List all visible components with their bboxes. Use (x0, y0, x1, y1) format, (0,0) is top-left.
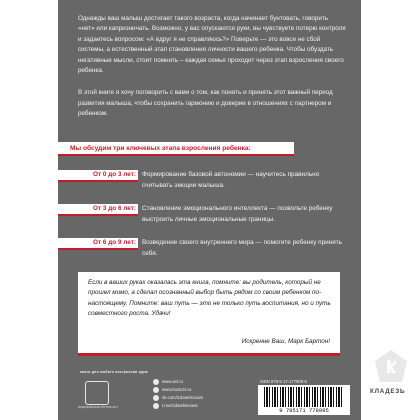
stage-tag (58, 238, 138, 250)
stage-tag-label: От 6 до 9 лет: (93, 239, 136, 246)
topics-heading: Мы обсудим три ключевых этапа взросления ребенка: (58, 142, 294, 156)
link-row (153, 378, 203, 386)
barcode-bars (264, 387, 344, 407)
stage-tag-label: От 3 до 6 лет: (93, 205, 136, 212)
link-text: t.me/izdatelstvoast (162, 403, 198, 408)
link-text: vk.com/izdatelstvoast (162, 395, 203, 400)
barcode-number: 9 785171 778095 (279, 407, 329, 414)
intro-text (78, 14, 346, 128)
globe-icon (153, 379, 159, 385)
link-text: www.ast.ru (162, 379, 184, 384)
stage-text: Формирование базовой автономии — научитесь правильно считывать эмоции малыша. (142, 171, 320, 189)
publisher-links (153, 378, 203, 410)
quote-text: Если в ваших руках оказалась эта книга, помните: вы родитель, который не прошел мимо, а сделал осознанный выбор быть рядом со своим ребенком по-настоящему. Помните: ваш путь — это не только путь воспитания, но и путь совместного роста. Удачи! (88, 279, 331, 318)
ast-logo-icon (85, 381, 109, 405)
stage-text: Становление эмоционального интеллекта — позвольте ребенку выстроить личные эмоциональные границы. (142, 205, 333, 223)
intro-paragraph-2: В этой книге я хочу поговорить с вами о том, как понять и принять этот важный период развития малыша, чтобы сохранить гармонию и доверие в отношениях с партнером и ребенком. (78, 89, 333, 118)
vk-icon (153, 395, 159, 401)
brand-name: КЛАДЕЗЬ (370, 388, 406, 395)
quote-box (78, 272, 340, 356)
stage-tag (58, 204, 138, 216)
quote-signature: Искренне Ваш, Марк Бартон! (241, 337, 330, 345)
publisher-brand (367, 350, 415, 410)
link-text: www.book24.ru (162, 387, 192, 392)
stage-tag (58, 170, 138, 182)
publisher-note: ИЗДАТЕЛЬСКАЯ ГРУППА АСТ (78, 405, 118, 409)
kladez-logo-icon (375, 350, 407, 382)
series-tagline: книги для любого настроения эдем (80, 370, 148, 374)
stage-text: Возведение своего внутреннего мира — помогите ребенку принять себя. (142, 239, 342, 257)
link-row (153, 402, 203, 410)
back-cover (58, 0, 361, 420)
barcode (258, 385, 350, 415)
link-row (153, 386, 203, 394)
link-row (153, 394, 203, 402)
stage-tag-label: От 0 до 3 лет: (93, 171, 136, 178)
intro-paragraph-1: Однажды ваш малыш достигает такого возраста, когда начинает бунтовать, говорить «нет» или капризничать. Возможно, у вас опускаются руки, вы чувствуете потерю контроля и задаетесь вопросом: «А вдруг я не справляюсь?» Поверьте — это вовсе не сбой системы, а естественный этап становления личности вашего ребенка. Чтобы обуздать негативные мысли, стоит помнить – каждая семья проходит через этап взросления своего ребенка. (78, 15, 346, 75)
isbn-label: ISBN 978-5-17-177809-5 (260, 379, 307, 384)
telegram-icon (153, 403, 159, 409)
cover-footer (58, 356, 361, 420)
globe-icon (153, 387, 159, 393)
